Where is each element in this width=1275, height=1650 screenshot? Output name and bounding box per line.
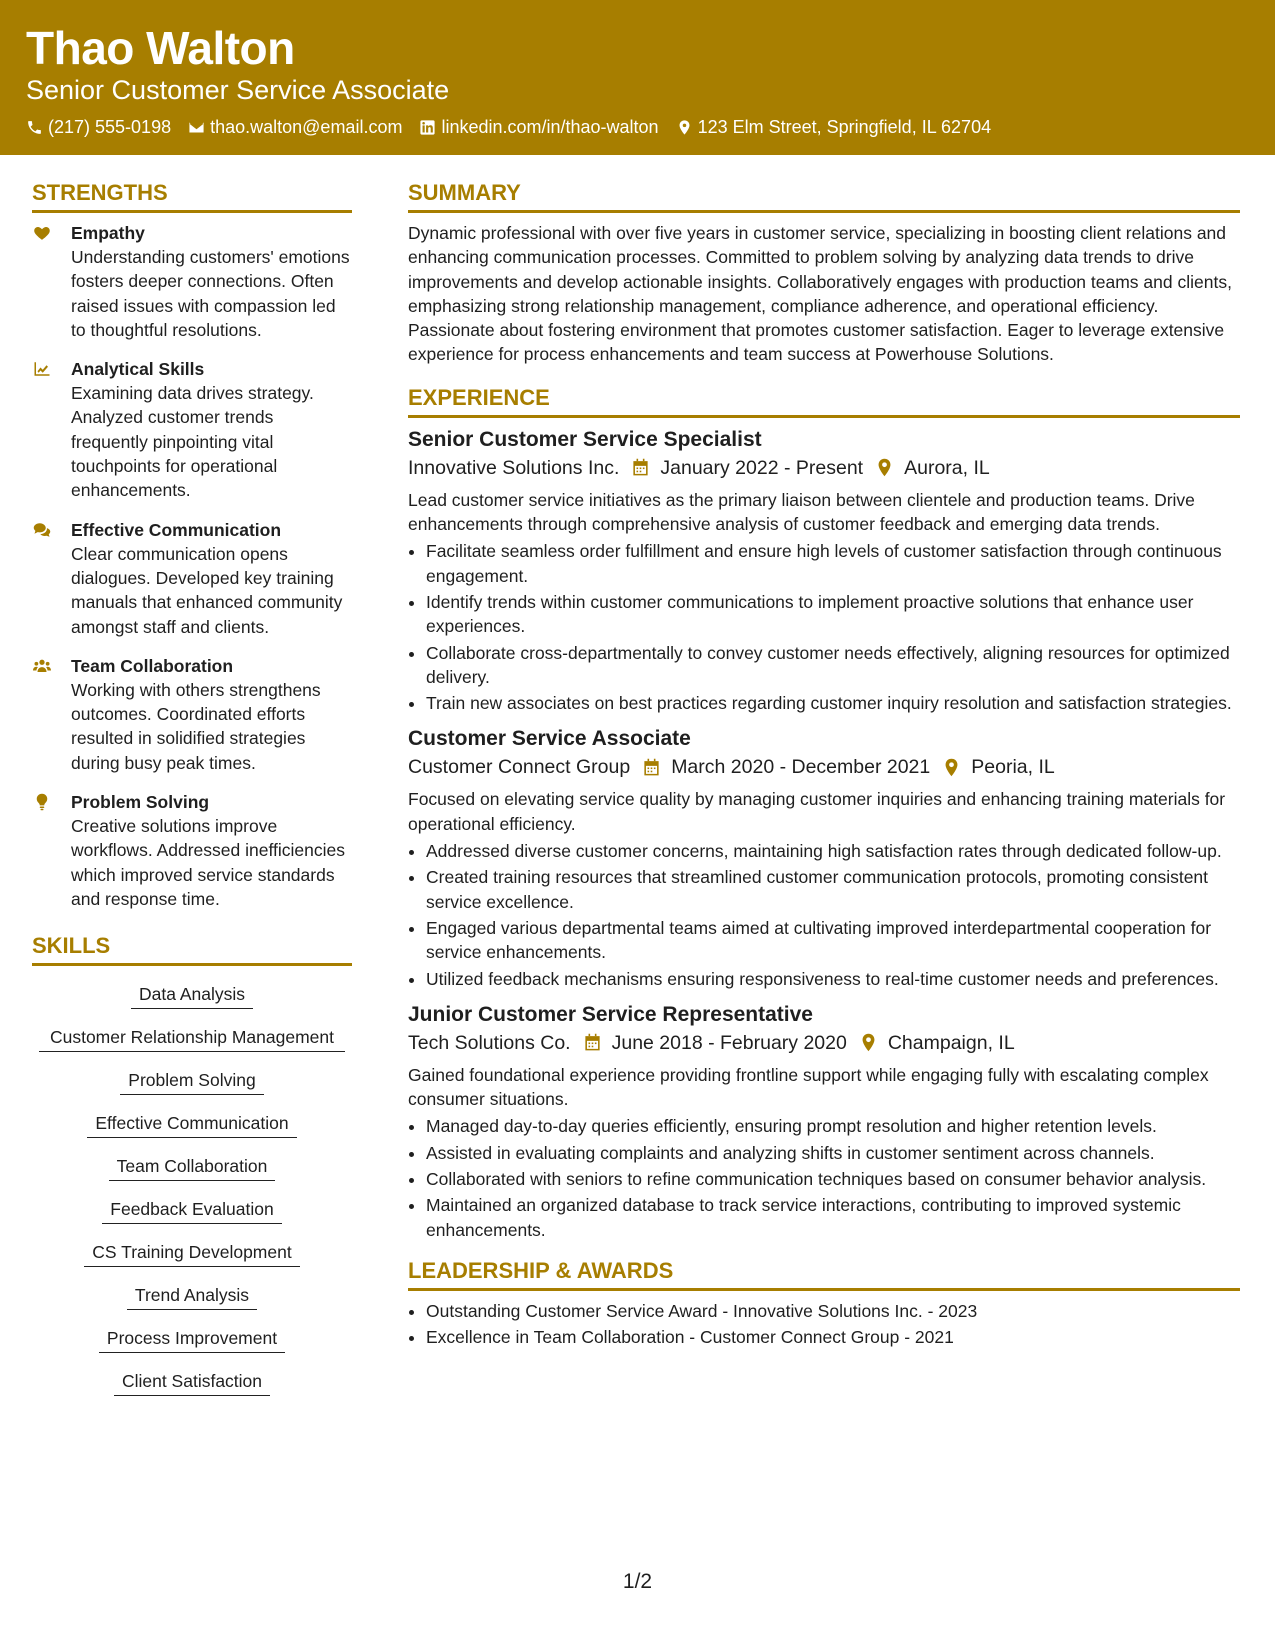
strength-desc: Creative solutions improve workflows. Addressed inefficiencies which improved service standards and response time. <box>71 816 345 909</box>
job-company: Customer Connect Group <box>408 756 631 779</box>
users-icon <box>32 657 52 675</box>
skill-tag: Feedback Evaluation <box>102 1197 281 1224</box>
award-item: • Outstanding Customer Service Award - Innovative Solutions Inc. - 2023 <box>426 1299 1240 1323</box>
strength-desc: Clear communication opens dialogues. Developed key training manuals that enhanced community amongst staff and clients. <box>71 543 343 637</box>
resume-header <box>0 0 1275 155</box>
job-bullets <box>408 539 1240 715</box>
strength-title: Analytical Skills <box>71 359 205 380</box>
job-entry <box>408 426 1240 716</box>
phone-icon <box>26 119 43 136</box>
strength-desc: Examining data drives strategy. Analyzed customer trends frequently pinpointing vital touchpoints for operational enhancements. <box>71 383 314 501</box>
skill-tag: Team Collaboration <box>109 1154 276 1181</box>
award-item: • Excellence in Team Collaboration - Customer Connect Group - 2021 <box>426 1325 1240 1349</box>
strength-desc: Understanding customers' emotions fosters deeper connections. Often raised issues with compassion led to thoughtful resolutions. <box>71 247 350 340</box>
contact-linkedin[interactable] <box>419 115 658 139</box>
skill-tag: Effective Communication <box>87 1111 296 1138</box>
job-description: Gained foundational experience providing frontline support while engaging fully with escalating complex consumer situations. <box>408 1064 1209 1110</box>
job-bullet: • Identify trends within customer communications to implement proactive solutions that enhance user experiences. <box>426 590 1240 639</box>
skills-heading: SKILLS <box>32 931 352 966</box>
job-bullet: • Utilized feedback mechanisms ensuring responsiveness to real-time customer needs and preferences. <box>426 967 1240 991</box>
envelope-icon <box>188 119 205 136</box>
job-location: Champaign, IL <box>887 1031 1015 1054</box>
strength-title: Effective Communication <box>71 519 282 540</box>
map-pin-icon <box>676 119 693 136</box>
heart-icon <box>32 224 52 242</box>
skills-section <box>32 931 352 1412</box>
job-bullet: • Collaborate cross-departmentally to convey customer needs effectively, aligning resources for optimized delivery. <box>426 641 1240 690</box>
awards-heading: LEADERSHIP & AWARDS <box>408 1256 1240 1291</box>
page-number: 1/2 <box>622 1570 653 1593</box>
job-title: Senior Customer Service Specialist <box>408 427 762 451</box>
strength-item <box>32 654 352 775</box>
job-bullet: • Engaged various departmental teams aimed at cultivating improved interdepartmental cooperation for service enhancements. <box>426 916 1240 965</box>
job-dates: June 2018 - February 2020 <box>611 1031 847 1054</box>
job-description: Focused on elevating service quality by managing customer inquiries and enhancing training materials for operational efficiency. <box>408 789 1226 834</box>
job-dates: January 2022 - Present <box>660 456 864 479</box>
lightbulb-icon <box>32 793 52 811</box>
skill-tag: Problem Solving <box>120 1068 263 1095</box>
job-bullet: • Collaborated with seniors to refine communication techniques based on consumer behavior analysis. <box>426 1167 1240 1191</box>
contact-phone[interactable] <box>26 115 171 139</box>
strength-title: Team Collaboration <box>71 655 234 676</box>
job-location: Aurora, IL <box>904 456 990 479</box>
job-company: Tech Solutions Co. <box>408 1031 571 1054</box>
summary-text: Dynamic professional with over five years in customer service, specializing in boosting client relations and enhancing communication processes. Committed to problem solving by analyzing data trends to drive improvements and develop actionable insights. Collaboratively engages with production teams and clients, emphasizing strong relationship management, compliance adherence, and operational efficiency. Passionate about fostering environment that promotes customer satisfaction. Eager to leverage extensive experience for process enhancements and team success at Powerhouse Solutions. <box>408 223 1232 365</box>
calendar-icon <box>631 458 650 477</box>
skill-tag: Trend Analysis <box>127 1283 257 1310</box>
chart-line-icon <box>32 360 52 378</box>
strength-title: Problem Solving <box>71 792 210 813</box>
job-title: Customer Service Associate <box>408 727 691 751</box>
comments-icon <box>32 521 52 539</box>
left-column <box>32 178 352 1412</box>
contact-address <box>676 115 992 139</box>
contact-email-text: thao.walton@email.com <box>210 117 403 137</box>
job-dates: March 2020 - December 2021 <box>671 756 931 779</box>
skill-list <box>32 974 352 1412</box>
job-bullet: • Assisted in evaluating complaints and analyzing shifts in customer sentiment across channels. <box>426 1141 1240 1165</box>
strength-desc: Working with others strengthens outcomes. Coordinated efforts resulted in solidified strategies during busy peak times. <box>71 679 321 773</box>
contact-bar <box>26 115 1008 139</box>
job-bullet: • Created training resources that streamlined customer communication protocols, promoting consistent service excellence. <box>426 865 1240 914</box>
strength-item <box>32 357 352 502</box>
strength-item <box>32 518 352 639</box>
contact-linkedin-text: linkedin.com/in/thao-walton <box>441 117 659 137</box>
job-meta <box>408 454 1240 482</box>
contact-email[interactable] <box>188 115 402 139</box>
skill-tag: Data Analysis <box>131 982 253 1009</box>
job-bullet: • Facilitate seamless order fulfillment and ensure high levels of customer satisfaction through continuous engagement. <box>426 539 1240 588</box>
calendar-icon <box>583 1033 602 1052</box>
strengths-heading: STRENGTHS <box>32 178 352 213</box>
job-entry <box>408 725 1240 990</box>
skill-tag: Customer Relationship Management <box>39 1025 345 1052</box>
job-location: Peoria, IL <box>971 756 1055 779</box>
job-bullet: • Train new associates on best practices regarding customer inquiry resolution and satisfaction strategies. <box>426 691 1240 715</box>
job-bullets <box>408 839 1240 991</box>
contact-address-text: 123 Elm Street, Springfield, IL 62704 <box>697 117 992 137</box>
experience-heading: EXPERIENCE <box>408 383 1240 418</box>
contact-phone-text: (217) 555-0198 <box>48 117 172 137</box>
job-meta <box>408 1029 1240 1057</box>
job-description: Lead customer service initiatives as the primary liaison between clientele and production teams. Drive enhancements through comprehensive analysis of customer feedback and emerging data trends. <box>408 489 1195 535</box>
job-bullet: • Managed day-to-day queries efficiently, ensuring prompt resolution and higher retention levels. <box>426 1114 1240 1138</box>
strength-item <box>32 790 352 911</box>
summary-heading: SUMMARY <box>408 178 1240 213</box>
job-title: Junior Customer Service Representative <box>408 1002 813 1026</box>
right-column <box>408 178 1240 1352</box>
job-company: Innovative Solutions Inc. <box>408 456 620 479</box>
job-bullets <box>408 1114 1240 1241</box>
skill-tag: Client Satisfaction <box>114 1369 270 1396</box>
calendar-icon <box>642 758 661 777</box>
awards-section <box>408 1256 1240 1350</box>
map-pin-icon <box>859 1033 878 1052</box>
linkedin-icon <box>419 119 436 136</box>
strength-item <box>32 221 352 342</box>
awards-list <box>408 1299 1240 1350</box>
skill-tag: Process Improvement <box>99 1326 285 1353</box>
job-bullet: • Maintained an organized database to track service interactions, contributing to improved systemic enhancements. <box>426 1193 1240 1242</box>
job-meta <box>408 753 1240 781</box>
strength-title: Empathy <box>71 223 145 243</box>
candidate-name: Thao Walton <box>26 22 295 74</box>
job-entry <box>408 1001 1240 1242</box>
job-bullet: • Addressed diverse customer concerns, maintaining high satisfaction rates through dedicated follow-up. <box>426 839 1240 863</box>
map-pin-icon <box>942 758 961 777</box>
skill-tag: CS Training Development <box>84 1240 299 1267</box>
candidate-title: Senior Customer Service Associate <box>26 75 450 105</box>
map-pin-icon <box>875 458 894 477</box>
